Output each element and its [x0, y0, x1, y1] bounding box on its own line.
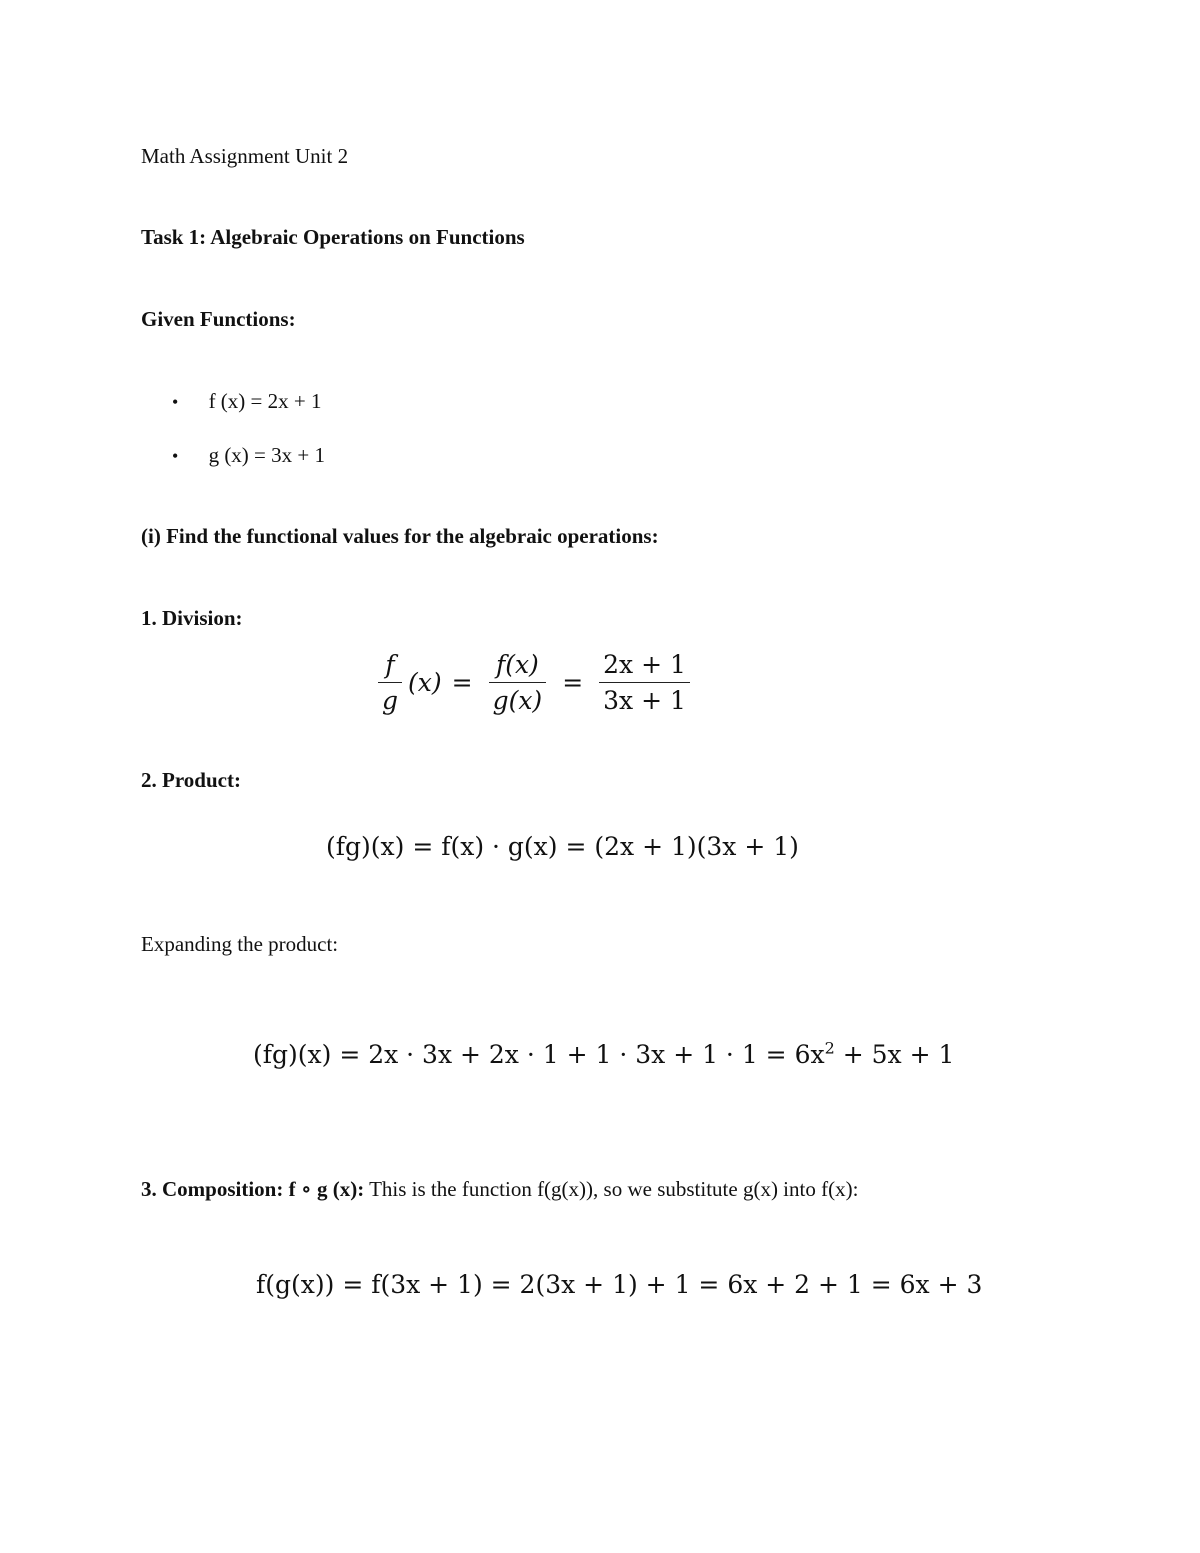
division-equation: $\frac{f}{g}$ (x) = $\frac{f(x)}{g(x)}$ = $\frac{2x + 1}{3x + 1}$ — [372, 650, 696, 715]
composition-heading: 3. Composition: f ∘ g (x): — [141, 1177, 365, 1201]
expanded-equation: $(fg)(x) = 2x \cdot 3x + 2x \cdot 1 + 1 \cdot 3x + 1 \cdot 1 = 6x^2 + 5x + 1$ — [253, 1038, 955, 1069]
exponent: 2 — [824, 1038, 835, 1058]
given-functions-heading: Given Functions: — [141, 307, 296, 331]
task-heading: Task 1: Algebraic Operations on Functions — [141, 225, 525, 249]
document-title: Math Assignment Unit 2 — [141, 144, 349, 168]
division-heading: 1. Division: — [141, 606, 243, 630]
function-f: f (x) = 2x + 1 — [208, 389, 322, 413]
composition-description: This is the function f(g(x)), so we substitute g(x) into f(x): — [364, 1177, 859, 1201]
lhs-fraction: $\frac{f}{g}$ — [378, 650, 402, 715]
composition-equation: f(g(x)) = f(3x + 1) = 2(3x + 1) + 1 = 6x + 2 + 1 = 6x + 3 — [256, 1270, 983, 1299]
composition-line — [141, 1176, 858, 1202]
bullet-icon: • — [172, 392, 179, 412]
rhs-fraction: $\frac{2x + 1}{3x + 1}$ — [599, 650, 690, 715]
list-item — [172, 443, 325, 468]
product-heading: 2. Product: — [141, 768, 241, 792]
expanding-text: Expanding the product: — [141, 932, 339, 956]
bullet-icon: • — [172, 446, 179, 466]
part-heading: (i) Find the functional values for the algebraic operations: — [141, 524, 659, 548]
product-equation: (fg)(x) = f(x) · g(x) = (2x + 1)(3x + 1) — [326, 832, 799, 861]
function-g: g (x) = 3x + 1 — [208, 443, 325, 467]
lhs-argument: (x) — [408, 668, 442, 697]
middle-fraction: $\frac{f(x)}{g(x)}$ — [489, 650, 547, 715]
list-item — [172, 389, 321, 414]
